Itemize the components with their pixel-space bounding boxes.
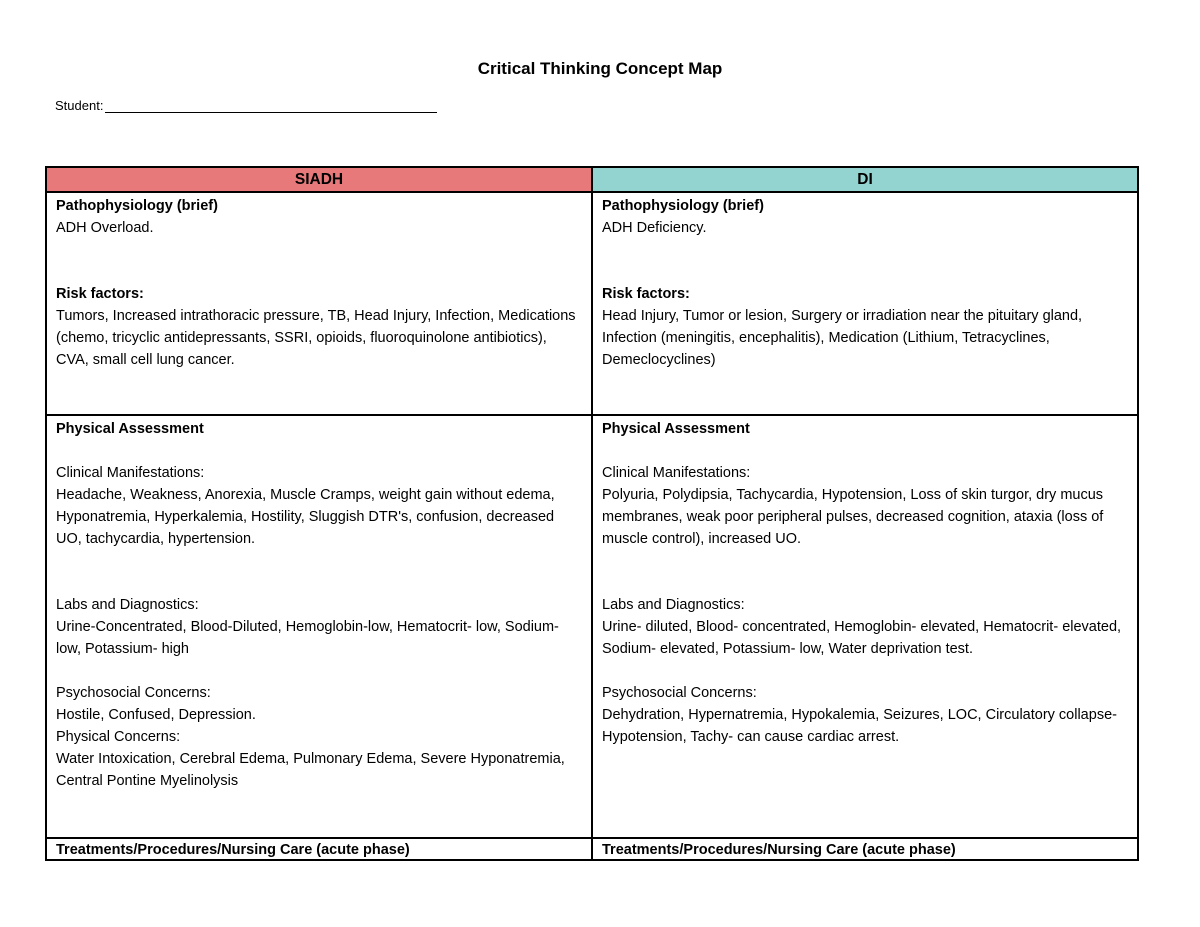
siadh-assessment-label: Physical Assessment xyxy=(56,421,204,437)
siadh-psych-text: Hostile, Confused, Depression. xyxy=(56,707,256,723)
siadh-labs-text: Urine-Concentrated, Blood-Diluted, Hemoglobin-low, Hematocrit- low, Sodium- low, Potassium- high xyxy=(56,619,559,657)
di-clinical-label: Clinical Manifestations: xyxy=(602,465,751,481)
di-assessment-cell xyxy=(592,415,1138,838)
header-row xyxy=(46,167,1138,192)
di-risk-label: Risk factors: xyxy=(602,286,690,302)
student-label: Student: xyxy=(55,98,104,113)
siadh-risk-text: Tumors, Increased intrathoracic pressure, TB, Head Injury, Infection, Medications (chemo, tricyclic antidepressants, SSRI, opioids, fluoroquinolone antibiotics), CVA, small cell lung cancer. xyxy=(56,308,576,368)
di-psych-text: Dehydration, Hypernatremia, Hypokalemia, Seizures, LOC, Circulatory collapse- Hypotension, Tachy- can cause cardiac arrest. xyxy=(602,707,1117,745)
siadh-psych-label: Psychosocial Concerns: xyxy=(56,685,211,701)
siadh-pathophysiology-cell xyxy=(46,192,592,415)
siadh-patho-label: Pathophysiology (brief) xyxy=(56,198,218,214)
di-labs-label: Labs and Diagnostics: xyxy=(602,597,745,613)
siadh-clinical-label: Clinical Manifestations: xyxy=(56,465,205,481)
siadh-labs-label: Labs and Diagnostics: xyxy=(56,597,199,613)
di-header: DI xyxy=(592,167,1138,192)
di-labs-text: Urine- diluted, Blood- concentrated, Hemoglobin- elevated, Hematocrit- elevated, Sodium- elevated, Potassium- low, Water deprivation test. xyxy=(602,619,1122,657)
siadh-clinical-text: Headache, Weakness, Anorexia, Muscle Cramps, weight gain without edema, Hyponatremia, Hyperkalemia, Hostility, Sluggish DTR's, confusion, decreased UO, tachycardia, hypertension. xyxy=(56,487,555,547)
di-treatment-label: Treatments/Procedures/Nursing Care (acute phase) xyxy=(602,842,956,858)
di-risk-text: Head Injury, Tumor or lesion, Surgery or irradiation near the pituitary gland, Infection (meningitis, encephalitis), Medication (Lithium, Tetracyclines, Demeclocyclines) xyxy=(602,308,1083,368)
student-field xyxy=(55,98,437,113)
siadh-assessment-cell xyxy=(46,415,592,838)
di-assessment-label: Physical Assessment xyxy=(602,421,750,437)
di-patho-label: Pathophysiology (brief) xyxy=(602,198,764,214)
siadh-header: SIADH xyxy=(46,167,592,192)
di-treatment-cell xyxy=(592,838,1138,860)
pathophysiology-row xyxy=(46,192,1138,415)
di-pathophysiology-cell xyxy=(592,192,1138,415)
assessment-row xyxy=(46,415,1138,838)
siadh-physical-label: Physical Concerns: xyxy=(56,729,181,745)
di-clinical-text: Polyuria, Polydipsia, Tachycardia, Hypotension, Loss of skin turgor, dry mucus membranes, weak poor peripheral pulses, decreased cognition, ataxia (loss of muscle control), increased UO. xyxy=(602,487,1104,547)
siadh-patho-text: ADH Overload. xyxy=(56,220,154,236)
siadh-treatment-label: Treatments/Procedures/Nursing Care (acute phase) xyxy=(56,842,410,858)
di-psych-label: Psychosocial Concerns: xyxy=(602,685,757,701)
page-title: Critical Thinking Concept Map xyxy=(477,59,723,78)
siadh-risk-label: Risk factors: xyxy=(56,286,144,302)
di-patho-text: ADH Deficiency. xyxy=(602,220,707,236)
concept-map-table xyxy=(45,166,1139,861)
siadh-treatment-cell xyxy=(46,838,592,860)
student-name-line[interactable] xyxy=(105,98,437,113)
treatment-row xyxy=(46,838,1138,860)
siadh-physical-text: Water Intoxication, Cerebral Edema, Pulmonary Edema, Severe Hyponatremia, Central Pontine Myelinolysis xyxy=(56,751,565,789)
